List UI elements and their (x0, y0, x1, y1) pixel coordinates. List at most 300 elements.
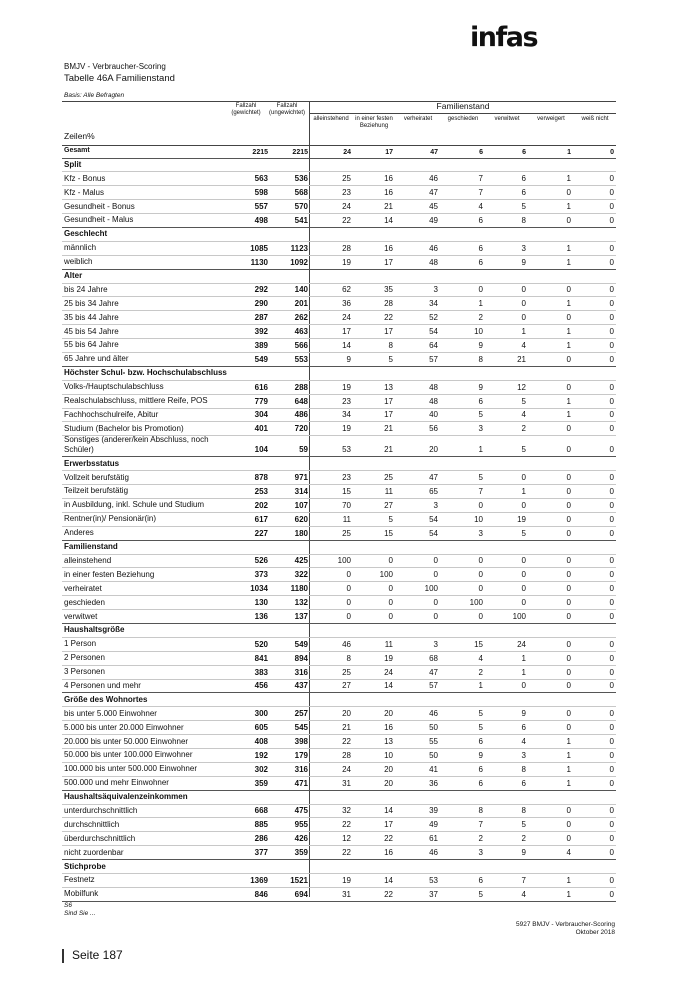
row-label: Realschulabschluss, mittlere Reife, POS (64, 396, 208, 406)
fallzahl-gewichtet: 2215 (252, 148, 268, 156)
fallzahl-gewichtet: 202 (254, 500, 268, 510)
total-row (62, 145, 616, 159)
percent-cell: 56 (429, 424, 438, 434)
percent-cell: 46 (429, 174, 438, 184)
percent-cell: 46 (342, 639, 351, 649)
fallzahl-ungewichtet: 140 (294, 285, 308, 295)
percent-cell: 0 (478, 500, 483, 510)
percent-cell: 0 (346, 598, 351, 608)
percent-cell: 17 (342, 327, 351, 337)
fallzahl-ungewichtet: 2215 (292, 148, 308, 156)
fallzahl-ungewichtet: 425 (294, 556, 308, 566)
percent-cell: 20 (342, 709, 351, 719)
fallzahl-ungewichtet: 971 (294, 473, 308, 483)
percent-cell: 0 (566, 528, 571, 538)
percent-cell: 0 (566, 285, 571, 295)
percent-cell: 1 (566, 764, 571, 774)
percent-cell: 4 (521, 340, 526, 350)
fallzahl-gewichtet: 392 (254, 327, 268, 337)
percent-cell: 6 (521, 778, 526, 788)
fallzahl-gewichtet: 401 (254, 424, 268, 434)
percent-cell: 2 (478, 834, 483, 844)
footer-project: 5927 BMJV - Verbraucher-Scoring (516, 921, 615, 928)
percent-cell: 0 (566, 820, 571, 830)
row-label: überdurchschnittlich (64, 833, 136, 843)
percent-cell: 14 (384, 681, 393, 691)
percent-cell: 49 (429, 820, 438, 830)
table-row (62, 846, 616, 860)
percent-cell: 0 (433, 598, 438, 608)
percent-cell: 1 (478, 299, 483, 309)
fallzahl-gewichtet: 300 (254, 709, 268, 719)
fallzahl-gewichtet: 616 (254, 382, 268, 392)
percent-cell: 17 (384, 820, 393, 830)
col-header-verheiratet: verheiratet (403, 116, 433, 122)
percent-cell: 9 (521, 709, 526, 719)
percent-cell: 20 (429, 445, 438, 455)
fallzahl-ungewichtet: 359 (294, 848, 308, 858)
percent-cell: 12 (517, 382, 526, 392)
fallzahl-gewichtet: 885 (254, 820, 268, 830)
row-label: verwitwet (64, 611, 98, 621)
percent-cell: 31 (342, 889, 351, 899)
percent-cell: 8 (521, 806, 526, 816)
percent-cell: 25 (342, 174, 351, 184)
divider (310, 113, 616, 114)
percent-cell: 0 (566, 500, 571, 510)
percent-cell: 0 (609, 340, 614, 350)
percent-cell: 0 (521, 570, 526, 580)
fallzahl-ungewichtet: 463 (294, 327, 308, 337)
percent-cell: 0 (433, 570, 438, 580)
fallzahl-gewichtet: 520 (254, 639, 268, 649)
row-label: 1 Person (64, 639, 97, 649)
footnote-text: Sind Sie ... (64, 909, 96, 917)
percent-cell: 0 (388, 612, 393, 621)
col-header-weiss-nicht: weiß nicht (581, 116, 609, 122)
percent-cell: 28 (342, 750, 351, 760)
percent-cell: 0 (609, 257, 614, 267)
percent-cell: 0 (433, 556, 438, 566)
percent-cell: 5 (478, 473, 483, 483)
percent-cell: 0 (609, 188, 614, 198)
percent-cell: 0 (521, 473, 526, 483)
percent-cell: 0 (609, 514, 614, 524)
table-row (62, 763, 616, 777)
row-label: 4 Personen und mehr (64, 680, 141, 690)
fallzahl-ungewichtet: 475 (294, 806, 308, 816)
percent-cell: 64 (429, 340, 438, 350)
percent-cell: 6 (522, 148, 526, 156)
percent-cell: 34 (342, 410, 351, 420)
table-row (62, 422, 616, 436)
footer-info (516, 921, 615, 937)
table-row (62, 527, 616, 541)
table-row (62, 297, 616, 311)
percent-cell: 0 (566, 653, 571, 663)
fallzahl-gewichtet: 130 (254, 598, 268, 608)
percent-cell: 0 (566, 834, 571, 844)
row-header-label: Zeilen% (64, 131, 95, 141)
percent-cell: 22 (384, 313, 393, 323)
percent-cell: 1 (566, 875, 571, 885)
col-group-familienstand: Familienstand (436, 101, 490, 111)
row-label: Geschlecht (64, 229, 108, 239)
percent-cell: 0 (478, 285, 483, 295)
table-row (62, 749, 616, 763)
page-marker (62, 949, 64, 963)
percent-cell: 19 (342, 257, 351, 267)
row-label: Sonstiges (anderer/kein Abschluss, noch Schüler) (64, 435, 209, 454)
percent-cell: 16 (384, 723, 393, 733)
col-header-feste-beziehung: in einer festen Beziehung (355, 116, 393, 129)
percent-cell: 1 (521, 667, 526, 677)
percent-cell: 1 (566, 174, 571, 184)
fallzahl-gewichtet: 557 (254, 202, 268, 212)
percent-cell: 0 (433, 612, 438, 621)
percent-cell: 16 (384, 188, 393, 198)
fallzahl-gewichtet: 549 (254, 354, 268, 364)
percent-cell: 5 (478, 889, 483, 899)
fallzahl-ungewichtet: 545 (294, 723, 308, 733)
percent-cell: 10 (384, 750, 393, 760)
col-header-alleinstehend: alleinstehend (313, 116, 349, 122)
percent-cell: 1 (566, 202, 571, 212)
percent-cell: 0 (609, 639, 614, 649)
fallzahl-ungewichtet: 426 (294, 834, 308, 844)
percent-cell: 50 (429, 723, 438, 733)
percent-cell: 5 (521, 820, 526, 830)
percent-cell: 9 (478, 382, 483, 392)
percent-cell: 1 (521, 486, 526, 496)
percent-cell: 27 (384, 500, 393, 510)
percent-cell: 0 (521, 313, 526, 323)
row-label: in Ausbildung, inkl. Schule und Studium (64, 500, 205, 510)
percent-cell: 0 (566, 445, 571, 455)
percent-cell: 0 (609, 445, 614, 455)
percent-cell: 19 (517, 514, 526, 524)
row-label: 20.000 bis unter 50.000 Einwohner (64, 736, 189, 746)
fallzahl-ungewichtet: 132 (294, 598, 308, 608)
section-header (62, 159, 616, 173)
percent-cell: 28 (342, 243, 351, 253)
percent-cell: 41 (429, 764, 438, 774)
row-label: Familienstand (64, 542, 118, 552)
percent-cell: 0 (521, 584, 526, 594)
row-label: Volks-/Hauptschulabschluss (64, 382, 164, 392)
percent-cell: 0 (478, 584, 483, 594)
fallzahl-gewichtet: 456 (254, 681, 268, 691)
fallzahl-gewichtet: 292 (254, 285, 268, 295)
percent-cell: 25 (342, 667, 351, 677)
percent-cell: 37 (429, 889, 438, 899)
percent-cell: 0 (346, 570, 351, 580)
percent-cell: 10 (474, 514, 483, 524)
percent-cell: 1 (566, 299, 571, 309)
fallzahl-gewichtet: 1130 (250, 257, 268, 267)
row-label: alleinstehend (64, 555, 112, 565)
section-header (62, 457, 616, 471)
table-row (62, 353, 616, 367)
fallzahl-ungewichtet: 257 (294, 709, 308, 719)
percent-cell: 46 (429, 243, 438, 253)
percent-cell: 5 (478, 410, 483, 420)
percent-cell: 0 (566, 598, 571, 608)
percent-cell: 0 (609, 396, 614, 406)
section-header (62, 541, 616, 555)
fallzahl-gewichtet: 377 (254, 848, 268, 858)
percent-cell: 0 (609, 486, 614, 496)
table-row (62, 832, 616, 846)
percent-cell: 48 (429, 257, 438, 267)
percent-cell: 16 (384, 174, 393, 184)
percent-cell: 6 (478, 257, 483, 267)
percent-cell: 24 (342, 202, 351, 212)
percent-cell: 1 (566, 410, 571, 420)
percent-cell: 0 (609, 875, 614, 885)
percent-cell: 1 (478, 445, 483, 455)
percent-cell: 20 (384, 709, 393, 719)
percent-cell: 0 (388, 598, 393, 608)
percent-cell: 0 (609, 410, 614, 420)
percent-cell: 2 (521, 424, 526, 434)
fallzahl-gewichtet: 136 (254, 612, 268, 621)
row-label: unterdurchschnittlich (64, 805, 138, 815)
percent-cell: 100 (424, 584, 438, 594)
percent-cell: 0 (609, 473, 614, 483)
fallzahl-ungewichtet: 1521 (290, 875, 308, 885)
percent-cell: 24 (517, 639, 526, 649)
percent-cell: 1 (521, 327, 526, 337)
table-row (62, 680, 616, 694)
percent-cell: 11 (384, 486, 393, 496)
percent-cell: 14 (384, 215, 393, 225)
row-label: Studium (Bachelor bis Promotion) (64, 423, 184, 433)
fallzahl-gewichtet: 1085 (250, 243, 268, 253)
percent-cell: 1 (566, 750, 571, 760)
row-label: 5.000 bis unter 20.000 Einwohner (64, 722, 184, 732)
percent-cell: 6 (478, 215, 483, 225)
section-header (62, 624, 616, 638)
percent-cell: 0 (609, 354, 614, 364)
percent-cell: 65 (429, 486, 438, 496)
fallzahl-ungewichtet: 316 (294, 667, 308, 677)
fallzahl-ungewichtet: 398 (294, 737, 308, 747)
fallzahl-gewichtet: 598 (254, 188, 268, 198)
percent-cell: 0 (609, 737, 614, 747)
fallzahl-gewichtet: 302 (254, 764, 268, 774)
percent-cell: 7 (478, 174, 483, 184)
percent-cell: 0 (566, 667, 571, 677)
fallzahl-gewichtet: 1034 (250, 584, 268, 594)
percent-cell: 0 (609, 820, 614, 830)
fallzahl-gewichtet: 878 (254, 473, 268, 483)
percent-cell: 0 (609, 528, 614, 538)
percent-cell: 0 (521, 299, 526, 309)
row-label: nicht zuordenbar (64, 847, 124, 857)
percent-cell: 1 (566, 778, 571, 788)
percent-cell: 57 (429, 681, 438, 691)
fallzahl-ungewichtet: 620 (294, 514, 308, 524)
percent-cell: 3 (521, 750, 526, 760)
fallzahl-ungewichtet: 720 (294, 424, 308, 434)
fallzahl-ungewichtet: 288 (294, 382, 308, 392)
table-row (62, 874, 616, 888)
table-row (62, 242, 616, 256)
footer-date: Oktober 2018 (575, 929, 615, 936)
percent-cell: 6 (521, 723, 526, 733)
percent-cell: 0 (478, 556, 483, 566)
percent-cell: 17 (384, 327, 393, 337)
percent-cell: 0 (566, 612, 571, 621)
percent-cell: 21 (342, 723, 351, 733)
percent-cell: 52 (429, 313, 438, 323)
percent-cell: 15 (384, 528, 393, 538)
percent-cell: 0 (609, 584, 614, 594)
percent-cell: 9 (521, 848, 526, 858)
percent-cell: 62 (342, 285, 351, 295)
row-label: Alter (64, 271, 83, 281)
percent-cell: 9 (346, 354, 351, 364)
percent-cell: 0 (609, 764, 614, 774)
percent-cell: 0 (566, 806, 571, 816)
percent-cell: 2 (521, 834, 526, 844)
percent-cell: 17 (384, 410, 393, 420)
col-header-geschieden: geschieden (447, 116, 479, 122)
percent-cell: 0 (609, 313, 614, 323)
percent-cell: 17 (385, 148, 393, 156)
percent-cell: 1 (566, 257, 571, 267)
percent-cell: 0 (609, 382, 614, 392)
row-label: 50.000 bis unter 100.000 Einwohner (64, 750, 193, 760)
fallzahl-ungewichtet: 316 (294, 764, 308, 774)
percent-cell: 24 (384, 667, 393, 677)
percent-cell: 6 (478, 396, 483, 406)
fallzahl-gewichtet: 841 (254, 653, 268, 663)
table-row (62, 311, 616, 325)
basis-note: Basis: Alle Befragten (64, 92, 125, 99)
table-row (62, 284, 616, 298)
percent-cell: 22 (342, 820, 351, 830)
fallzahl-ungewichtet: 314 (294, 486, 308, 496)
table-row (62, 652, 616, 666)
row-label: Gesundheit - Malus (64, 215, 134, 225)
percent-cell: 0 (521, 681, 526, 691)
percent-cell: 100 (469, 598, 483, 608)
table-row (62, 186, 616, 200)
percent-cell: 0 (609, 327, 614, 337)
percent-cell: 8 (346, 653, 351, 663)
percent-cell: 0 (566, 486, 571, 496)
fallzahl-gewichtet: 389 (254, 340, 268, 350)
percent-cell: 0 (609, 667, 614, 677)
row-label: 45 bis 54 Jahre (64, 326, 119, 336)
percent-cell: 1 (566, 396, 571, 406)
fallzahl-ungewichtet: 471 (294, 778, 308, 788)
percent-cell: 25 (342, 528, 351, 538)
percent-cell: 22 (384, 834, 393, 844)
percent-cell: 57 (429, 354, 438, 364)
percent-cell: 15 (474, 639, 483, 649)
fallzahl-ungewichtet: 486 (294, 410, 308, 420)
percent-cell: 0 (609, 243, 614, 253)
percent-cell: 0 (566, 514, 571, 524)
percent-cell: 23 (342, 188, 351, 198)
percent-cell: 0 (610, 148, 614, 156)
percent-cell: 2 (478, 667, 483, 677)
percent-cell: 61 (429, 834, 438, 844)
row-label: 55 bis 64 Jahre (64, 340, 119, 350)
fallzahl-gewichtet: 227 (254, 528, 268, 538)
table-row (62, 485, 616, 499)
table-row (62, 568, 616, 582)
percent-cell: 0 (566, 215, 571, 225)
percent-cell: 1 (566, 340, 571, 350)
fallzahl-ungewichtet: 137 (294, 612, 308, 621)
row-label: Erwerbsstatus (64, 458, 120, 468)
footnote-code: S6 (64, 902, 72, 909)
percent-cell: 1 (567, 148, 571, 156)
percent-cell: 1 (521, 653, 526, 663)
percent-cell: 0 (566, 424, 571, 434)
percent-cell: 22 (342, 737, 351, 747)
percent-cell: 21 (384, 424, 393, 434)
percent-cell: 22 (342, 215, 351, 225)
row-label: Rentner(in)/ Pensionär(in) (64, 514, 157, 524)
percent-cell: 7 (521, 875, 526, 885)
col-header-fallzahl-gewichtet: Fallzahl (gewichtet) (231, 103, 261, 116)
percent-cell: 21 (384, 445, 393, 455)
row-label: Höchster Schul- bzw. Hochschulabschluss (64, 368, 227, 378)
percent-cell: 0 (566, 723, 571, 733)
fallzahl-gewichtet: 779 (254, 396, 268, 406)
percent-cell: 54 (429, 528, 438, 538)
percent-cell: 36 (429, 778, 438, 788)
percent-cell: 2 (478, 313, 483, 323)
percent-cell: 49 (429, 215, 438, 225)
percent-cell: 4 (521, 410, 526, 420)
percent-cell: 0 (609, 556, 614, 566)
percent-cell: 22 (384, 889, 393, 899)
table-row (62, 200, 616, 214)
percent-cell: 100 (337, 556, 351, 566)
percent-cell: 6 (478, 764, 483, 774)
fallzahl-ungewichtet: 1180 (290, 584, 308, 594)
row-label: Haushaltsäquivalenzeinkommen (64, 792, 188, 802)
percent-cell: 39 (429, 806, 438, 816)
percent-cell: 46 (429, 709, 438, 719)
table-row (62, 638, 616, 652)
percent-cell: 50 (429, 750, 438, 760)
row-label: Größe des Wohnortes (64, 694, 148, 704)
percent-cell: 7 (478, 820, 483, 830)
fallzahl-ungewichtet: 648 (294, 396, 308, 406)
page-number: Seite 187 (72, 948, 123, 962)
fallzahl-gewichtet: 304 (254, 410, 268, 420)
percent-cell: 0 (566, 681, 571, 691)
row-label: Kfz - Malus (64, 187, 105, 197)
percent-cell: 10 (474, 327, 483, 337)
section-header (62, 367, 616, 381)
fallzahl-gewichtet: 373 (254, 570, 268, 580)
fallzahl-ungewichtet: 553 (294, 354, 308, 364)
fallzahl-ungewichtet: 536 (294, 174, 308, 184)
percent-cell: 5 (521, 528, 526, 538)
col-header-verweigert: verweigert (537, 116, 565, 122)
percent-cell: 0 (566, 639, 571, 649)
percent-cell: 20 (384, 764, 393, 774)
percent-cell: 0 (609, 889, 614, 899)
